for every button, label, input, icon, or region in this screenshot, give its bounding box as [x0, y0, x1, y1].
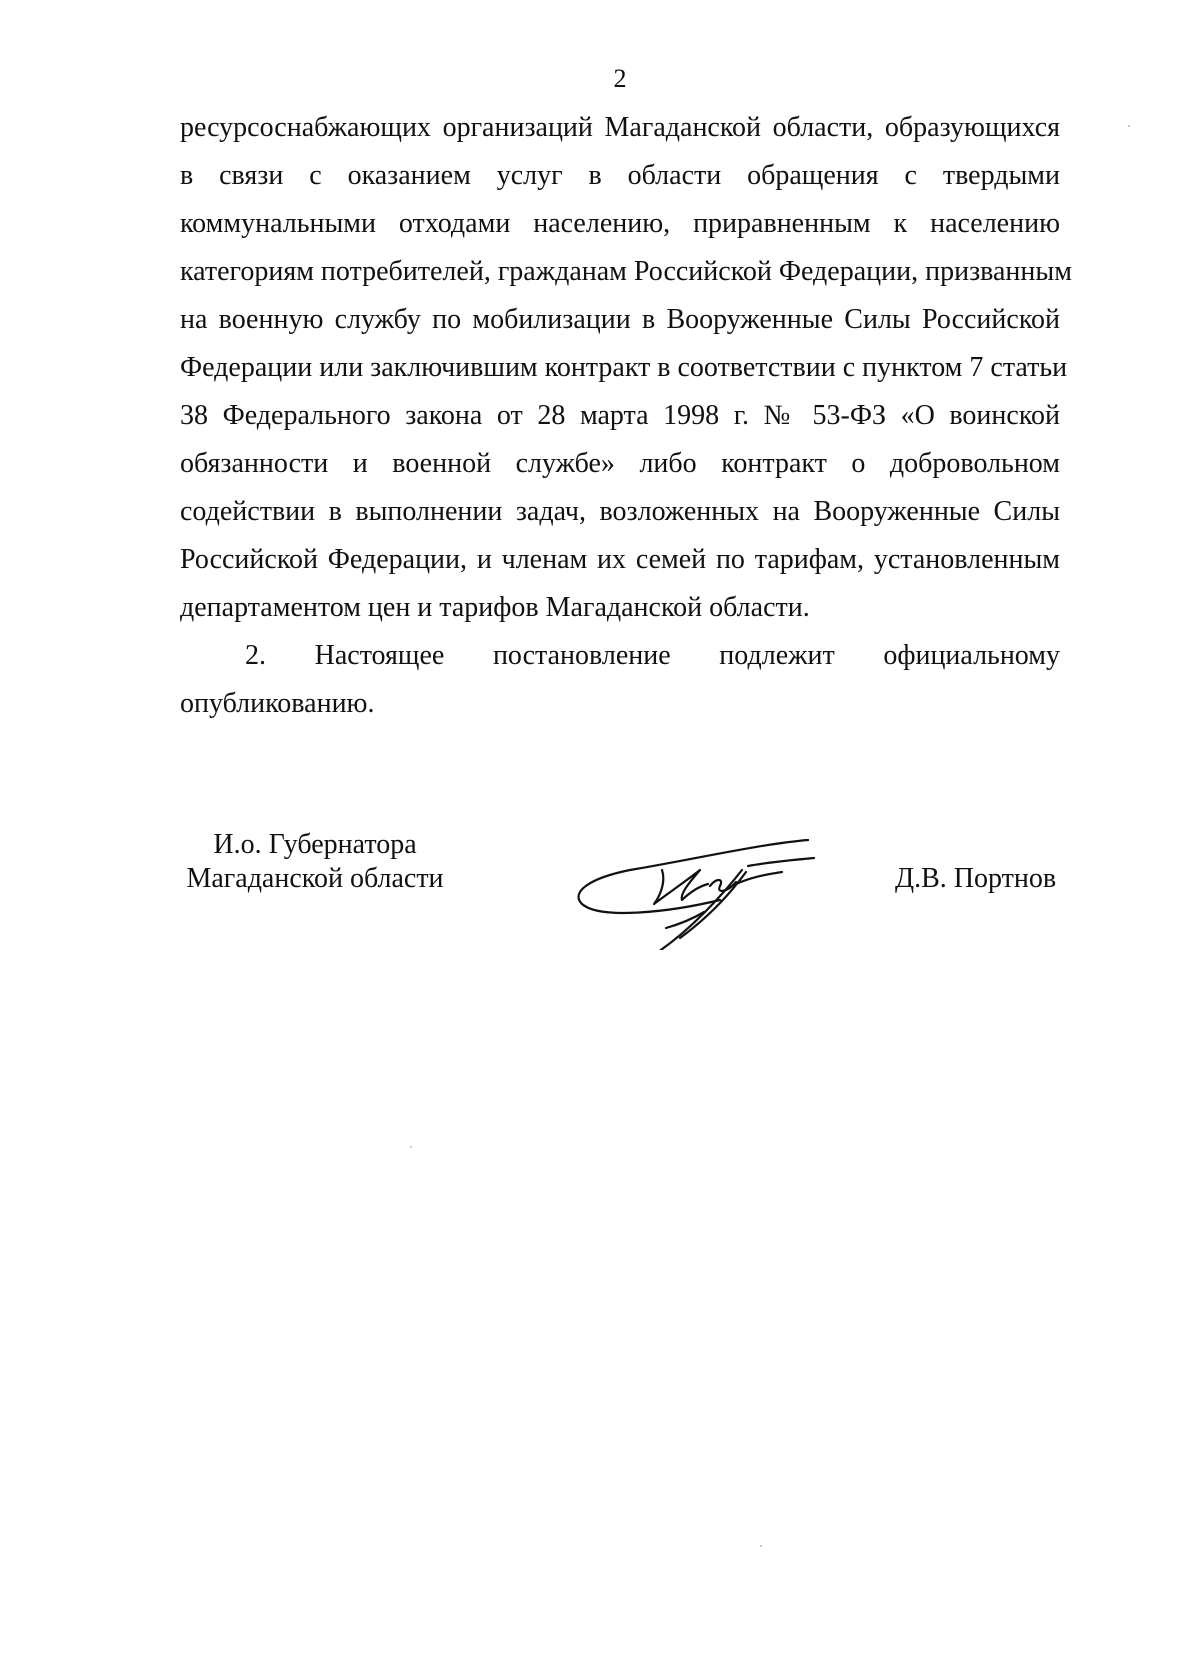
- position-line-2: Магаданской области: [186, 863, 444, 894]
- text-line: опубликованию.: [180, 688, 375, 719]
- paragraph-1: [180, 104, 1072, 632]
- text-line: обязанности и военной службе» либо контракт о добровольном: [180, 448, 1060, 479]
- page-number: 2: [613, 64, 627, 93]
- text-line: на военную службу по мобилизации в Вооруженные Силы Российской: [180, 304, 1060, 335]
- scan-speck: [1128, 125, 1130, 127]
- text-line: Российской Федерации, и членам их семей по тарифам, установленным: [180, 544, 1060, 575]
- paragraph-2: [180, 632, 1060, 728]
- text-line: в связи с оказанием услуг в области обращения с твердыми: [180, 160, 1060, 191]
- text-line: ресурсоснабжающих организаций Магаданской области, образующихся: [180, 112, 1060, 143]
- text-line: категориям потребителей, гражданам Российской Федерации, призванным: [180, 256, 1072, 287]
- scan-speck: [760, 1545, 762, 1547]
- handwritten-signature: [570, 820, 830, 950]
- signatory-position: [180, 828, 450, 896]
- text-line: Федерации или заключившим контракт в соответствии с пунктом 7 статьи: [180, 352, 1068, 383]
- signatory-name: Д.В. Портнов: [895, 863, 1057, 894]
- scan-speck: [410, 1146, 412, 1148]
- text-line: коммунальными отходами населению, приравненным к населению: [180, 208, 1060, 239]
- text-line: содействии в выполнении задач, возложенных на Вооруженные Силы: [180, 496, 1060, 527]
- text-line: департаментом цен и тарифов Магаданской области.: [180, 592, 810, 623]
- document-body: [180, 104, 1072, 728]
- text-line: 2. Настоящее постановление подлежит официальному: [245, 640, 1060, 671]
- text-line: 38 Федерального закона от 28 марта 1998 г. № 53-ФЗ «О воинской: [180, 400, 1060, 431]
- position-line-1: И.о. Губернатора: [213, 829, 417, 860]
